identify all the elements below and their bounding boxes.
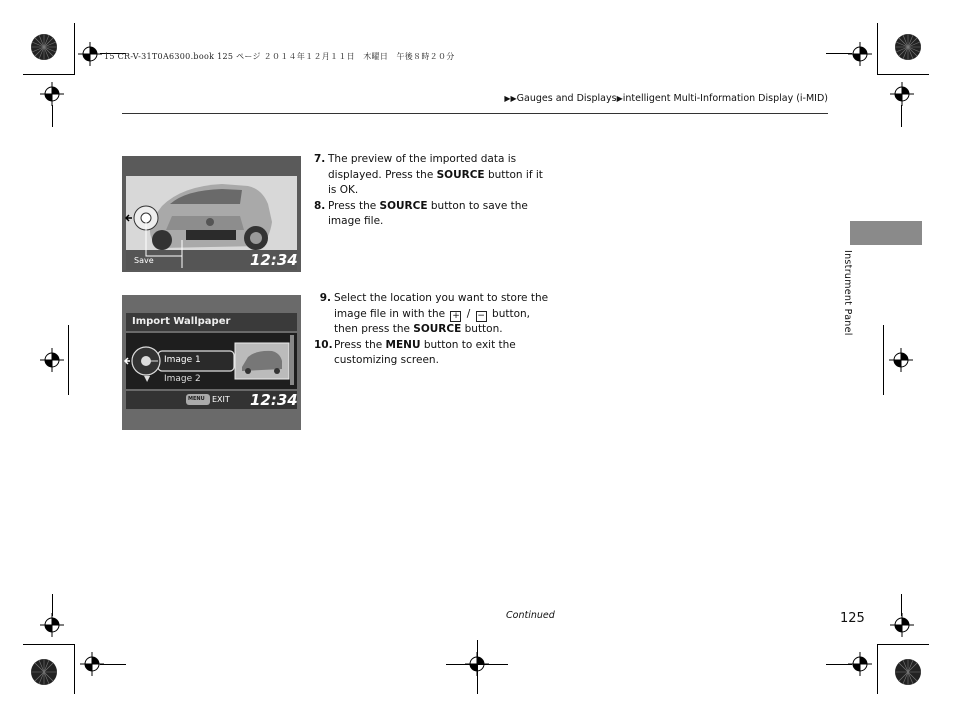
crosshair-icon bbox=[890, 82, 914, 106]
step-text: Press the bbox=[328, 199, 380, 212]
chapter-label-text: Instrument Panel bbox=[842, 250, 853, 336]
chapter-tab bbox=[850, 221, 922, 245]
registration-target-icon bbox=[30, 658, 58, 686]
step-number: 9. bbox=[319, 292, 331, 304]
breadcrumb bbox=[504, 93, 828, 104]
menu-icon: MENU bbox=[188, 396, 205, 402]
step-number: 7. bbox=[314, 153, 326, 165]
button-name-source: SOURCE bbox=[436, 168, 485, 181]
save-label: Save bbox=[134, 256, 154, 265]
step-7 bbox=[314, 152, 554, 199]
down-arrow-icon: ▼ bbox=[144, 374, 151, 383]
registration-target-icon bbox=[894, 658, 922, 686]
crosshair-icon bbox=[40, 613, 64, 637]
page-number: 125 bbox=[840, 611, 865, 626]
step-text: Press the bbox=[334, 338, 386, 351]
arrow-icon: ▶ bbox=[616, 94, 623, 103]
crosshair-icon bbox=[889, 348, 913, 372]
preview-screen-image bbox=[122, 156, 301, 272]
step-8 bbox=[314, 199, 554, 230]
step-number: 8. bbox=[314, 199, 326, 212]
crosshair-icon bbox=[890, 613, 914, 637]
list-item: Image 2 bbox=[164, 374, 201, 384]
clock-display: 12:34 bbox=[250, 391, 298, 409]
step-text: button to exit the customizing screen. bbox=[334, 338, 516, 366]
steps-group-2 bbox=[314, 291, 554, 369]
crosshair-icon bbox=[40, 82, 64, 106]
minus-key-icon: − bbox=[477, 310, 485, 321]
step-text: The preview of the imported data is displayed. Press the bbox=[328, 153, 517, 181]
step-text: button. bbox=[461, 323, 503, 335]
registration-target-icon bbox=[894, 33, 922, 61]
crosshair-icon bbox=[40, 348, 64, 372]
breadcrumb-subsection: intelligent Multi-Information Display (i-MID) bbox=[622, 93, 828, 104]
print-metadata: 15 CR-V-31T0A6300.book 125 ページ ２０１４年１２月１１日 木曜日 午後８時２０分 bbox=[104, 52, 455, 61]
button-name-menu: MENU bbox=[385, 338, 421, 351]
exit-label: EXIT bbox=[212, 395, 230, 404]
registration-target-icon bbox=[30, 33, 58, 61]
step-text: Select the location you want to store the image file in with the bbox=[334, 292, 549, 320]
button-name-source: SOURCE bbox=[413, 323, 462, 335]
step-text: button to save the image file. bbox=[328, 199, 528, 227]
double-arrow-icon: ▶▶ bbox=[504, 94, 517, 103]
crosshair-icon bbox=[848, 42, 872, 66]
step-9 bbox=[314, 291, 554, 338]
chapter-label bbox=[842, 250, 864, 340]
list-item: Image 1 bbox=[164, 355, 201, 365]
crosshair-icon bbox=[78, 42, 102, 66]
breadcrumb-section: Gauges and Displays bbox=[516, 93, 617, 104]
button-name-source: SOURCE bbox=[379, 199, 428, 212]
step-text: button if it is OK. bbox=[328, 168, 543, 196]
step-text: button, then press the bbox=[334, 307, 530, 335]
header-rule bbox=[122, 113, 828, 114]
step-number: 10. bbox=[314, 338, 333, 351]
steps-group-1 bbox=[314, 152, 554, 230]
continued-label: Continued bbox=[506, 610, 555, 621]
clock-display: 12:34 bbox=[250, 251, 298, 269]
step-10 bbox=[314, 338, 554, 369]
screen-title: Import Wallpaper bbox=[132, 316, 231, 327]
plus-key-icon: + bbox=[452, 310, 460, 321]
step-text: / bbox=[463, 307, 474, 320]
import-wallpaper-screen-image bbox=[122, 295, 301, 430]
